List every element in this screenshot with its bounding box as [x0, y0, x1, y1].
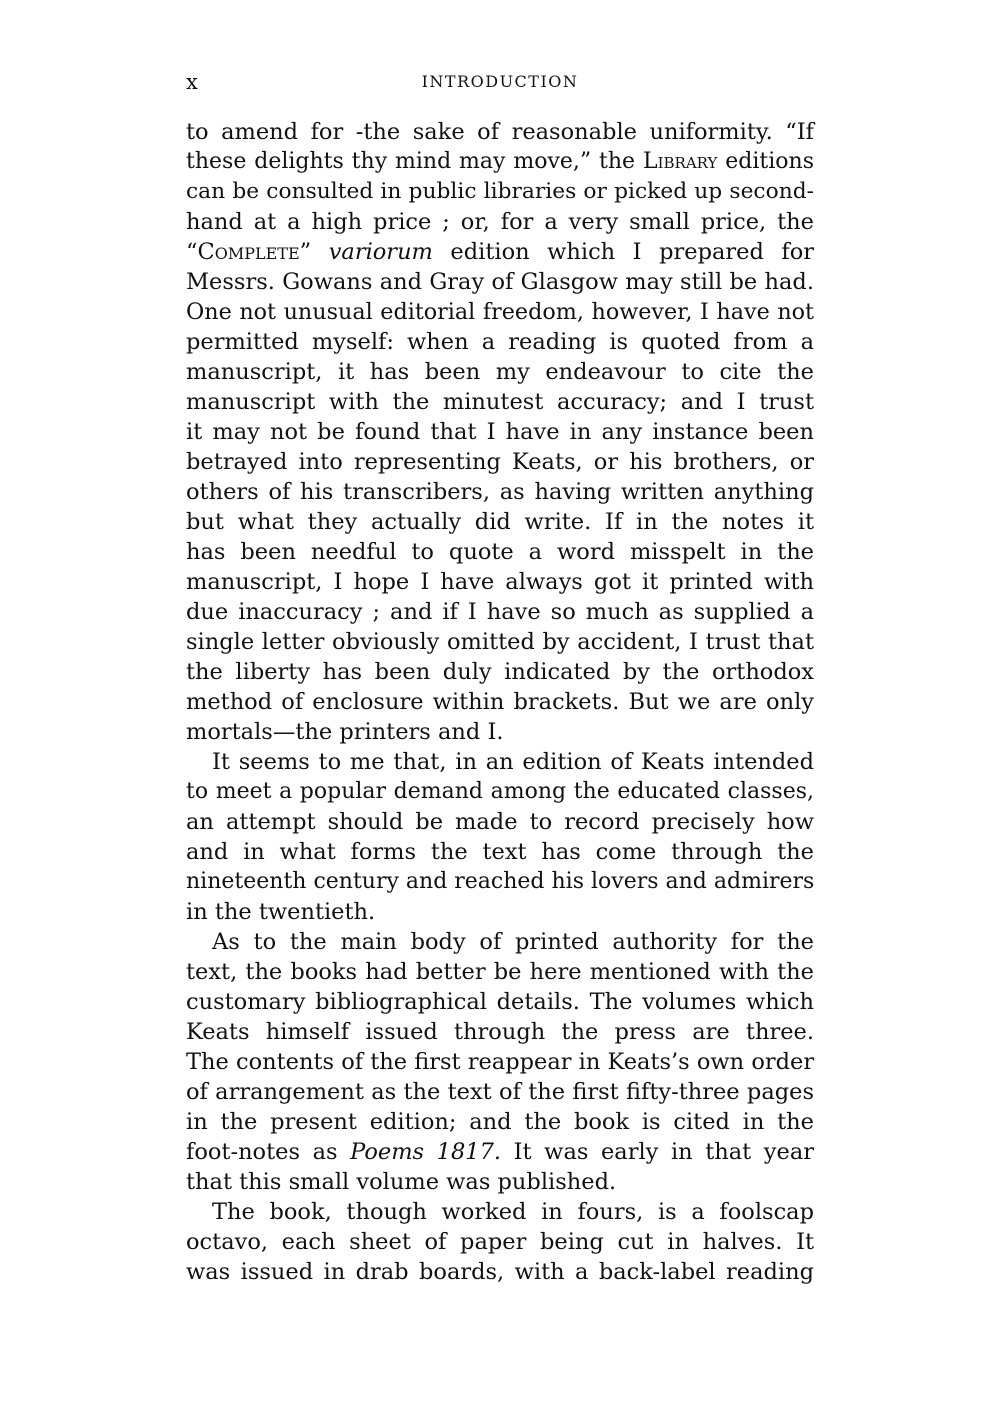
text-line: single letter obviously omitted by accident, I trust that — [186, 629, 814, 655]
text-line: Messrs. Gowans and Gray of Glasgow may still be had. — [186, 269, 814, 295]
text-line: One not unusual editorial freedom, however, I have not — [186, 299, 814, 325]
text-line: to amend for -the sake of reasonable uniformity. “If — [186, 119, 814, 145]
text-line: “Complete” variorum edition which I prepared for — [186, 239, 815, 265]
text-line: permitted myself: when a reading is quoted from a — [186, 329, 814, 355]
text-line: an attempt should be made to record precisely how — [186, 809, 814, 835]
text-line: that this small volume was published. — [186, 1169, 617, 1195]
text-line: It seems to me that, in an edition of Keats intended — [212, 749, 814, 775]
text-line: the liberty has been duly indicated by the orthodox — [186, 659, 814, 685]
text-line: can be consulted in public libraries or picked up second- — [186, 179, 814, 204]
text-line: method of enclosure within brackets. But we are only — [186, 689, 814, 715]
running-title: INTRODUCTION — [421, 72, 579, 91]
text-line: mortals—the printers and I. — [186, 719, 504, 745]
text-line: but what they actually did write. If in the notes it — [186, 509, 814, 535]
text-line: betrayed into representing Keats, or his brothers, or — [186, 449, 814, 475]
text-line: in the twentieth. — [186, 899, 376, 925]
text-line: manuscript with the minutest accuracy; and I trust — [186, 389, 814, 415]
text-line: of arrangement as the text of the first fifty-three pages — [186, 1079, 814, 1105]
text-line: others of his transcribers, as having written anything — [186, 479, 814, 505]
text-line: customary bibliographical details. The volumes which — [186, 989, 814, 1015]
text-line: these delights thy mind may move,” the Library editions — [186, 149, 815, 174]
text-line: has been needful to quote a word misspelt in the — [186, 539, 814, 565]
text-line: to meet a popular demand among the educated classes, — [186, 779, 814, 804]
text-line: The contents of the first reappear in Keats’s own order — [186, 1049, 815, 1075]
text-line: octavo, each sheet of paper being cut in halves. It — [186, 1229, 814, 1255]
text-line: it may not be found that I have in any instance been — [186, 419, 814, 445]
text-line: The book, though worked in fours, is a foolscap — [212, 1199, 814, 1225]
text-line: foot-notes as Poems 1817. It was early in that year — [186, 1139, 814, 1165]
page-number: x — [186, 70, 199, 94]
text-line: Keats himself issued through the press are three. — [186, 1019, 814, 1045]
text-line: in the present edition; and the book is cited in the — [186, 1109, 814, 1135]
text-line: and in what forms the text has come through the — [186, 839, 814, 865]
body-text — [186, 117, 814, 1287]
text-line: manuscript, it has been my endeavour to cite the — [186, 359, 814, 385]
text-line: hand at a high price ; or, for a very small price, the — [186, 209, 814, 235]
text-line: nineteenth century and reached his lovers and admirers — [186, 869, 815, 894]
text-line: was issued in drab boards, with a back-label reading — [186, 1259, 814, 1285]
text-line: due inaccuracy ; and if I have so much as supplied a — [186, 599, 814, 625]
text-line: manuscript, I hope I have always got it printed with — [186, 569, 814, 595]
running-head — [186, 70, 814, 96]
text-line: text, the books had better be here mentioned with the — [186, 959, 814, 985]
text-line: As to the main body of printed authority for the — [212, 929, 814, 955]
